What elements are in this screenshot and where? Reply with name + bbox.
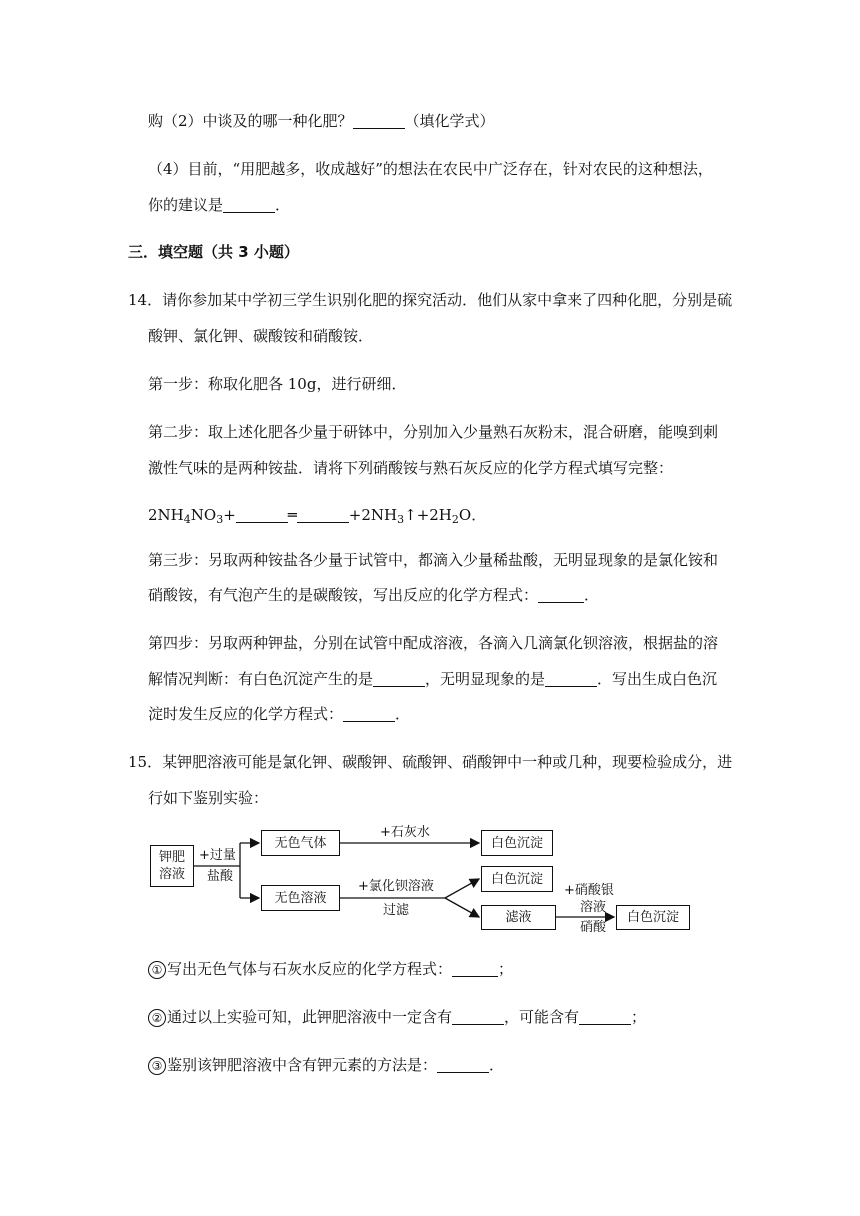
text: ． (489, 1056, 505, 1074)
text: ． (584, 586, 600, 604)
box-label: 白色沉淀 (490, 871, 543, 887)
colorless-solution-box (261, 885, 340, 911)
text: NO (190, 506, 217, 524)
potash-solution-box (150, 845, 194, 887)
section-heading: 三．填空题（共 3 小题） (128, 243, 299, 261)
circled-number-3: ③ (148, 1057, 166, 1075)
colorless-gas-box (261, 830, 340, 856)
text: 你的建议是 (148, 196, 224, 214)
q14-equation (148, 505, 486, 530)
answer-blank[interactable] (353, 114, 405, 129)
q14-line2: 酸钾、氯化钾、碳酸铵和硝酸铵． (148, 327, 374, 345)
text: + (223, 506, 236, 524)
text: ，无明显现象的是 (425, 670, 546, 688)
text: ； (498, 960, 514, 978)
answer-blank[interactable] (452, 1010, 504, 1025)
white-precipitate-box-2 (481, 866, 553, 892)
answer-blank[interactable] (297, 508, 349, 523)
circled-number-1: ① (148, 961, 166, 979)
q14-step4-line1: 第四步：另取两种钾盐，分别在试管中配成溶液，各滴入几滴氯化钡溶液，根据盐的溶 (148, 634, 719, 652)
q14-step2-line1: 第二步：取上述化肥各少量于研钵中，分别加入少量熟石灰粉末，混合研磨，能嗅到刺 (148, 423, 719, 441)
reagent-excess-label: +过量 (199, 848, 236, 863)
subscript: 3 (216, 513, 224, 526)
filter-label: 过滤 (383, 903, 410, 918)
text: +2NH (348, 506, 398, 524)
equals-sign: ═ (287, 506, 297, 524)
answer-blank[interactable] (223, 198, 275, 213)
text: 解情况判断：有白色沉淀产生的是 (148, 670, 374, 688)
text: 通过以上实验可知，此钾肥溶液中一定含有 (167, 1008, 453, 1026)
reagent-limewater-label: +石灰水 (380, 825, 430, 840)
subscript: 4 (183, 513, 191, 526)
answer-blank[interactable] (373, 672, 425, 687)
answer-blank[interactable] (545, 672, 597, 687)
text: ↑+2H (404, 506, 452, 524)
line-q13-4: （4）目前，“用肥越多，收成越好”的想法在农民中广泛存在，针对农民的这种想法， (148, 160, 713, 178)
text: 硝酸铵，有气泡产生的是碳酸铵，写出反应的化学方程式： (148, 586, 539, 604)
text: 购（2）中谈及的哪一种化肥？ (148, 112, 353, 130)
q14-step4-line3 (148, 704, 410, 724)
box-label: 无色气体 (274, 835, 327, 851)
box-label: 无色溶液 (274, 890, 327, 906)
q15-line1: 15．某钾肥溶液可能是氯化钾、碳酸钾、硫酸钾、硝酸钾中一种或几种，现要检验成分，进 (128, 753, 733, 771)
answer-blank[interactable] (579, 1010, 631, 1025)
reagent-solution-label: 溶液 (580, 900, 607, 915)
arrow-to-filtrate (445, 898, 479, 917)
text: 鉴别该钾肥溶液中含有钾元素的方法是： (167, 1056, 438, 1074)
arrow-to-precip2 (445, 879, 479, 898)
experiment-flow-diagram (148, 823, 708, 935)
circled-number-2: ② (148, 1009, 166, 1027)
answer-blank[interactable] (437, 1058, 489, 1073)
text: ； (631, 1008, 647, 1026)
box-label: 白色沉淀 (626, 910, 679, 925)
q15-sub3 (148, 1055, 504, 1075)
box-label: 白色沉淀 (490, 835, 543, 851)
white-precipitate-box-1 (481, 830, 553, 856)
text: 2NH (148, 506, 184, 524)
answer-blank[interactable] (236, 508, 288, 523)
q14-step1: 第一步：称取化肥各 10g，进行研细． (148, 375, 407, 393)
answer-blank[interactable] (452, 962, 498, 977)
line-q13-4-cont (148, 195, 290, 215)
text: （填化学式） (404, 112, 495, 130)
text: ，可能含有 (504, 1008, 580, 1026)
q14-step3-line2 (148, 585, 599, 605)
box-label: 滤液 (505, 910, 532, 925)
reagent-hcl-label: 盐酸 (207, 869, 234, 884)
filtrate-box (481, 905, 556, 930)
q14-step4-line2 (148, 669, 717, 689)
q14-line1: 14．请你参加某中学初三学生识别化肥的探究活动．他们从家中拿来了四种化肥，分别是硫 (128, 291, 733, 309)
white-precipitate-box-3 (616, 905, 690, 930)
q15-line2: 行如下鉴别实验： (148, 789, 269, 807)
text: O． (458, 506, 487, 524)
text: ．写出生成白色沉 (597, 670, 718, 688)
q15-sub1 (148, 959, 513, 979)
q14-step3-line1: 第三步：另取两种铵盐各少量于试管中，都滴入少量稀盐酸，无明显现象的是氯化铵和 (148, 551, 719, 569)
text: ． (395, 705, 411, 723)
text: 淀时发生反应的化学方程式： (148, 705, 344, 723)
box-label: 钾肥 溶液 (158, 850, 185, 882)
subscript: 3 (397, 513, 405, 526)
subscript: 2 (451, 513, 459, 526)
reagent-agno3-label: +硝酸银 (564, 883, 614, 898)
answer-blank[interactable] (343, 707, 395, 722)
q15-sub2 (148, 1007, 646, 1027)
reagent-hno3-label: 硝酸 (580, 920, 607, 935)
text: 写出无色气体与石灰水反应的化学方程式： (167, 960, 453, 978)
line-q13-3-end (148, 111, 495, 131)
reagent-bacl2-label: +氯化钡溶液 (358, 879, 434, 894)
answer-blank[interactable] (538, 588, 584, 603)
text: ． (275, 196, 291, 214)
q14-step2-line2: 激性气味的是两种铵盐．请将下列硝酸铵与熟石灰反应的化学方程式填写完整： (148, 459, 674, 477)
